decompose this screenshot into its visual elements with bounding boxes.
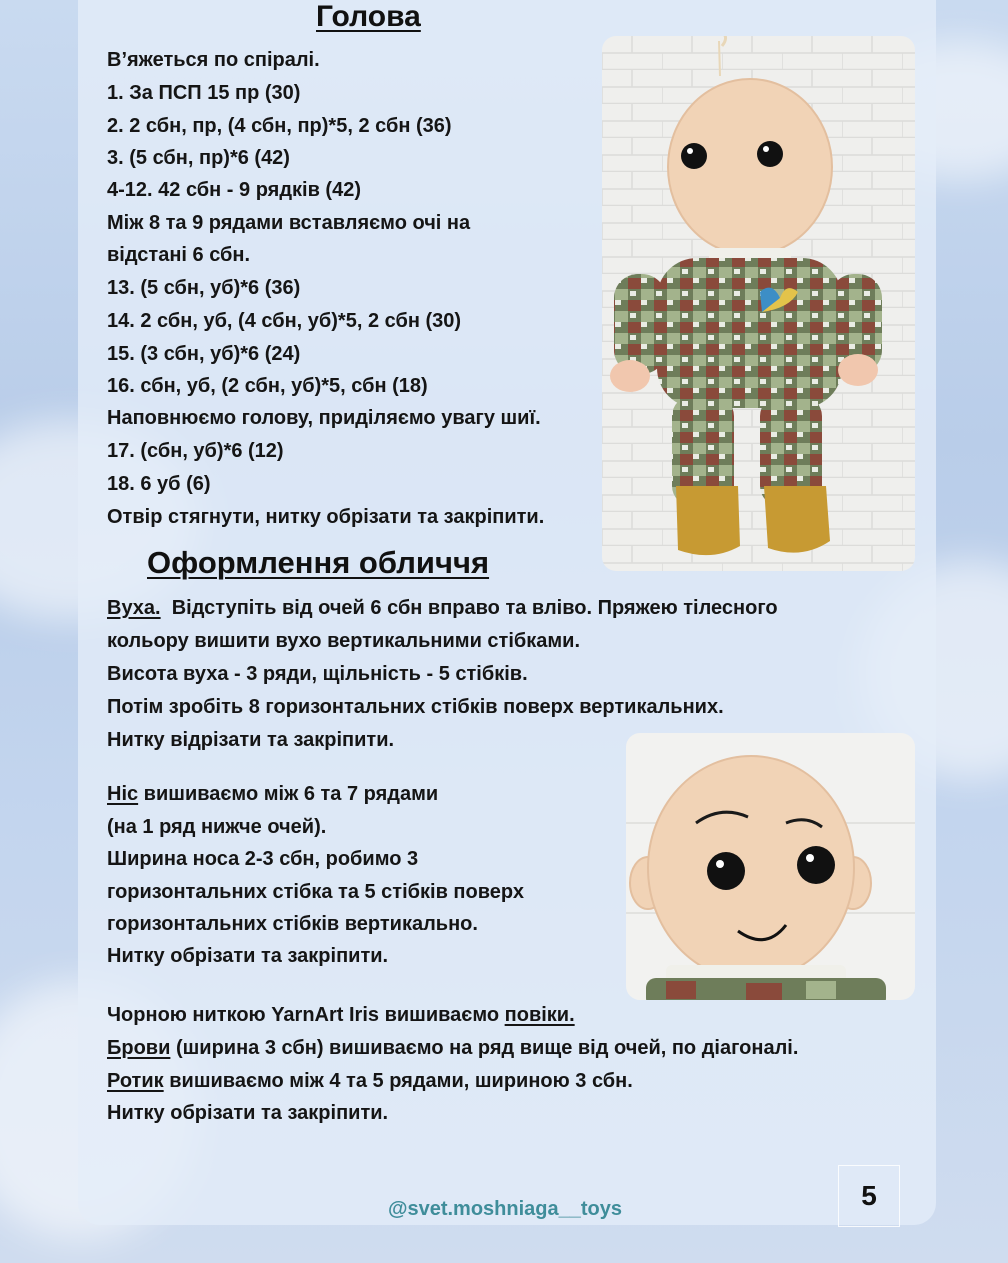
instruction-line: 18. 6 уб (6) (107, 473, 211, 495)
instruction-line: горизонтальних стібка та 5 стібків поверх (107, 881, 524, 903)
ear-line-1 (107, 596, 778, 620)
instruction-line: 4-12. 42 сбн - 9 рядків (42) (107, 179, 361, 201)
lashes-keyword: повіки. (504, 1004, 575, 1026)
instruction-line: 17. (сбн, уб)*6 (12) (107, 440, 284, 462)
nose-line-1-text: вишиваємо між 6 та 7 рядами (138, 783, 439, 805)
instruction-line: Ширина носа 2-3 сбн, робимо 3 (107, 848, 419, 870)
instruction-line: В’яжеться по спіралі. (107, 49, 320, 71)
instruction-line: 16. сбн, уб, (2 сбн, уб)*5, сбн (18) (107, 375, 428, 397)
instruction-line: 1. За ПСП 15 пр (30) (107, 82, 301, 104)
instruction-line: 2. 2 сбн, пр, (4 сбн, пр)*5, 2 сбн (36) (107, 115, 452, 137)
instruction-line: Між 8 та 9 рядами вставляємо очі на (107, 212, 471, 234)
instruction-line: Висота вуха - 3 ряди, щільність - 5 стібків. (107, 663, 528, 685)
instruction-line: Наповнюємо голову, приділяємо увагу шиї. (107, 407, 541, 429)
nose-line-1 (107, 782, 438, 806)
instruction-line: відстані 6 сбн. (107, 244, 251, 266)
instruction-line: Потім зробіть 8 горизонтальних стібків поверх вертикальних. (107, 696, 724, 718)
instruction-line: 15. (3 сбн, уб)*6 (24) (107, 343, 301, 365)
doll-full-photo (602, 36, 915, 571)
section-title-face: Оформлення обличчя (147, 545, 490, 580)
doll-face-photo (626, 733, 915, 1000)
instruction-line: (на 1 ряд нижче очей). (107, 816, 327, 838)
brows-text: (ширина 3 сбн) вишиваємо на ряд вище від очей, по діагоналі. (170, 1037, 799, 1059)
section-title-head: Голова (316, 0, 421, 33)
ear-line-1-text: Відступіть від очей 6 сбн вправо та вліво. Пряжею тілесного (160, 597, 778, 619)
instruction-line: горизонтальних стібків вертикально. (107, 913, 478, 935)
instruction-line: 3. (5 сбн, пр)*6 (42) (107, 147, 290, 169)
mouth-keyword: Ротик (107, 1070, 164, 1092)
mouth-text: вишиваємо між 4 та 5 рядами, шириною 3 сбн. (163, 1070, 633, 1092)
instruction-line: кольору вишити вухо вертикальними стібками. (107, 630, 581, 652)
ear-keyword: Вуха. (107, 597, 161, 619)
brows-line (107, 1036, 798, 1060)
lashes-line (107, 1003, 575, 1027)
instruction-line: Нитку обрізати та закріпити. (107, 945, 389, 967)
instruction-line: Отвір стягнути, нитку обрізати та закріпити. (107, 506, 545, 528)
brows-keyword: Брови (107, 1037, 171, 1059)
instruction-line: Нитку обрізати та закріпити. (107, 1102, 389, 1124)
instruction-line: 14. 2 сбн, уб, (4 сбн, уб)*5, 2 сбн (30) (107, 310, 462, 332)
author-handle[interactable]: @svet.moshniaga__toys (387, 1198, 623, 1220)
mouth-line (107, 1069, 633, 1093)
instruction-line: 13. (5 сбн, уб)*6 (36) (107, 277, 301, 299)
lashes-text: Чорною ниткою YarnArt Iris вишиваємо (107, 1004, 505, 1026)
page-number: 5 (838, 1165, 900, 1227)
instruction-line: Нитку відрізати та закріпити. (107, 729, 395, 751)
nose-keyword: Ніс (107, 783, 139, 805)
